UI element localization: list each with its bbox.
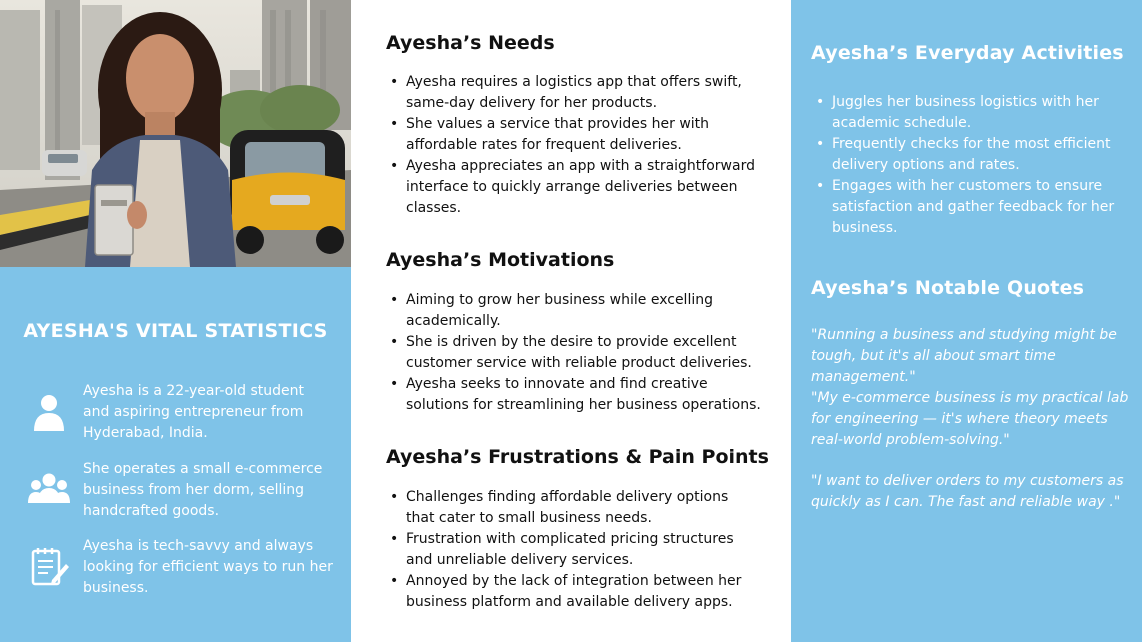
quotes-title: Ayesha’s Notable Quotes — [811, 277, 1085, 299]
vital-stat-item — [0, 459, 351, 529]
frustrations-list — [386, 487, 761, 613]
list-item: • Frustration with complicated pricing structures and unreliable delivery services. — [386, 529, 761, 571]
list-item: • Juggles her business logistics with her academic schedule. — [811, 92, 1131, 134]
needs-title: Ayesha’s Needs — [386, 32, 555, 54]
quote-text: "I want to deliver orders to my customers as quickly as I can. The fast and reliable way ." — [811, 473, 1124, 510]
list-item: • She is driven by the desire to provide excellent customer service with reliable product deliveries. — [386, 332, 761, 374]
list-item: • Aiming to grow her business while excelling academically. — [386, 290, 761, 332]
persona-photo-illustration — [0, 0, 351, 267]
motivations-title: Ayesha’s Motivations — [386, 249, 615, 271]
list-item: • Engages with her customers to ensure satisfaction and gather feedback for her business. — [811, 176, 1131, 239]
quote-text: "My e-commerce business is my practical lab for engineering — it's where theory meets real-world problem-solving." — [811, 390, 1129, 448]
vital-stat-text: Ayesha is tech-savvy and always looking for efficient ways to run her business. — [83, 538, 333, 596]
list-item: • Frequently checks for the most efficient delivery options and rates. — [811, 134, 1131, 176]
list-item: • Annoyed by the lack of integration between her business platform and available delivery apps. — [386, 571, 761, 613]
activities-title: Ayesha’s Everyday Activities — [811, 42, 1124, 64]
list-item: • Challenges finding affordable delivery options that cater to small business needs. — [386, 487, 761, 529]
person-icon — [28, 391, 70, 433]
list-item: • She values a service that provides her with affordable rates for frequent deliveries. — [386, 114, 761, 156]
list-item: • Ayesha seeks to innovate and find creative solutions for streamlining her business operations. — [386, 374, 761, 416]
quote-text: "Running a business and studying might be tough, but it's all about smart time management." — [811, 327, 1117, 385]
vital-stat-item — [0, 536, 351, 606]
vital-stat-text: Ayesha is a 22-year-old student and aspiring entrepreneur from Hyderabad, India. — [83, 383, 304, 441]
right-panel — [791, 0, 1142, 642]
vital-stat-item — [0, 381, 351, 451]
frustrations-title: Ayesha’s Frustrations & Pain Points — [386, 446, 769, 468]
group-icon — [28, 469, 70, 511]
vital-stat-text: She operates a small e-commerce business from her dorm, selling handcrafted goods. — [83, 461, 323, 519]
persona-photo — [0, 0, 351, 267]
activities-list — [811, 92, 1131, 239]
list-item: • Ayesha requires a logistics app that offers swift, same-day delivery for her products. — [386, 72, 761, 114]
left-panel — [0, 0, 351, 642]
vital-statistics-title: AYESHA'S VITAL STATISTICS — [23, 320, 328, 342]
middle-panel — [351, 0, 791, 642]
needs-list — [386, 72, 761, 219]
list-item: • Ayesha appreciates an app with a straightforward interface to quickly arrange deliveries between classes. — [386, 156, 761, 219]
motivations-list — [386, 290, 761, 416]
notepad-icon — [28, 546, 70, 588]
